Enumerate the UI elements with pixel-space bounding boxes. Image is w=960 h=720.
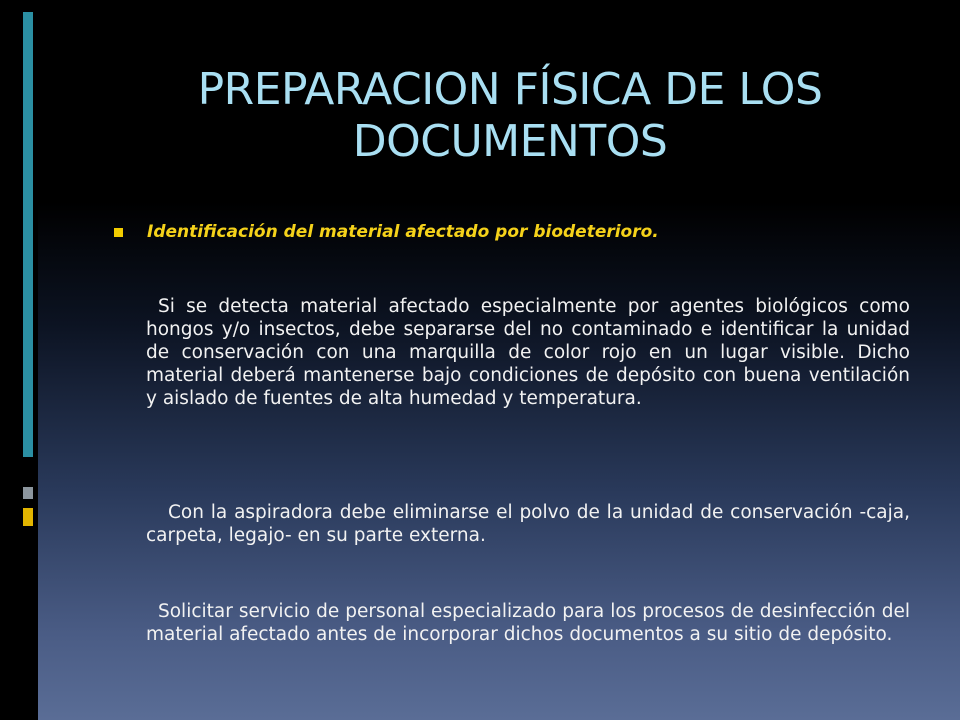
paragraph-detection: Si se detecta material afectado especialmente por agentes biológicos como hongos y/o insectos, debe separarse del no contaminado e identificar la unidad de conservación con una marquilla de color rojo en un lugar visible. Dicho material deberá mantenerse bajo condiciones de depósito con buena ventilación y aislado de fuentes de alta humedad y temperatura. [146, 296, 910, 409]
bullet-heading: Identificación del material afectado por biodeterioro. [147, 222, 659, 242]
paragraph-disinfection: Solicitar servicio de personal especializado para los procesos de desinfección del material afectado antes de incorporar dichos documentos a su sitio de depósito. [146, 601, 910, 645]
accent-bar-yellow [23, 508, 33, 526]
paragraph-vacuum: Con la aspiradora debe eliminarse el polvo de la unidad de conservación -caja, carpeta, legajo- en su parte externa. [146, 502, 910, 546]
bullet-item [114, 222, 914, 242]
slide-title: PREPARACION FÍSICA DE LOS DOCUMENTOS [197, 64, 823, 167]
accent-bar-teal [23, 12, 33, 457]
square-bullet-icon [114, 228, 123, 237]
accent-bar-gray [23, 487, 33, 499]
